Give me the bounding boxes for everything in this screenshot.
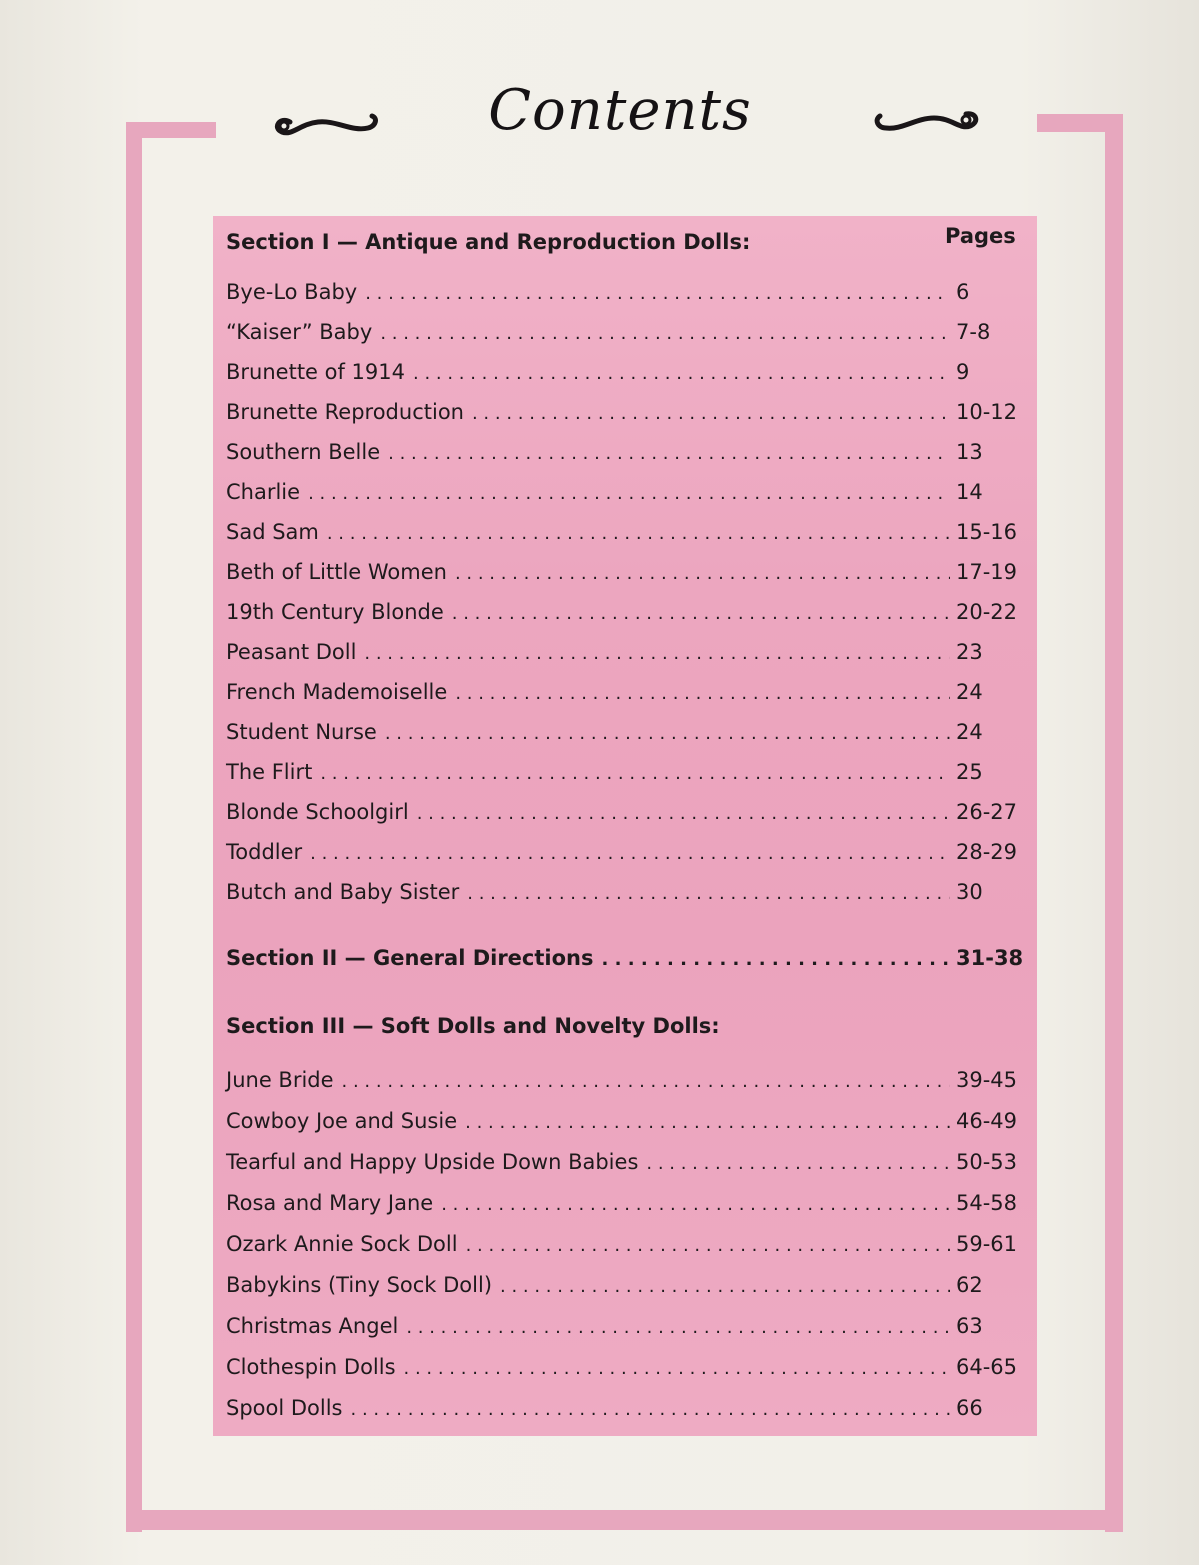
dot-leader bbox=[342, 1071, 950, 1092]
entry-title: Sad Sam bbox=[226, 520, 319, 544]
entry-pages: 24 bbox=[956, 720, 983, 744]
toc-entry[interactable] bbox=[226, 400, 1026, 428]
entry-title: Brunette of 1914 bbox=[226, 360, 406, 384]
entry-pages: 50-53 bbox=[956, 1150, 1018, 1174]
dot-leader bbox=[465, 1112, 950, 1133]
dot-leader bbox=[455, 563, 950, 584]
toc-entry[interactable] bbox=[226, 880, 1026, 908]
toc-entry[interactable] bbox=[226, 560, 1026, 588]
toc-entry[interactable] bbox=[226, 1314, 1026, 1342]
entry-title: The Flirt bbox=[226, 760, 313, 784]
entry-pages: 30 bbox=[956, 880, 983, 904]
section-1-heading: Section I — Antique and Reproduction Dolls: bbox=[226, 230, 751, 254]
pages-column-header: Pages bbox=[945, 224, 1016, 248]
toc-entry[interactable] bbox=[226, 1150, 1026, 1178]
entry-pages: 66 bbox=[956, 1396, 983, 1420]
entry-pages: 20-22 bbox=[956, 600, 1018, 624]
entry-title: Ozark Annie Sock Doll bbox=[226, 1232, 458, 1256]
dot-leader bbox=[365, 283, 950, 304]
toc-entry[interactable] bbox=[226, 480, 1026, 508]
toc-entry[interactable] bbox=[226, 1396, 1026, 1424]
toc-entry[interactable] bbox=[226, 640, 1026, 668]
entry-title: Southern Belle bbox=[226, 440, 381, 464]
entry-title: Christmas Angel bbox=[226, 1314, 399, 1338]
entry-title: Bye-Lo Baby bbox=[226, 280, 358, 304]
entry-pages: 25 bbox=[956, 760, 983, 784]
entry-title: Charlie bbox=[226, 480, 301, 504]
toc-entry[interactable] bbox=[226, 520, 1026, 548]
section-2-pages: 31-38 bbox=[956, 946, 1024, 970]
contents-box bbox=[213, 216, 1037, 1436]
entry-title: Butch and Baby Sister bbox=[226, 880, 460, 904]
dot-leader bbox=[467, 883, 950, 904]
dot-leader bbox=[602, 949, 951, 970]
toc-entry[interactable] bbox=[226, 1355, 1026, 1383]
entry-title: Babykins (Tiny Sock Doll) bbox=[226, 1273, 493, 1297]
entry-pages: 28-29 bbox=[956, 840, 1018, 864]
entry-title: Student Nurse bbox=[226, 720, 377, 744]
dot-leader bbox=[646, 1153, 950, 1174]
entry-pages: 59-61 bbox=[956, 1232, 1018, 1256]
section-2-heading: Section II — General Directions bbox=[226, 946, 594, 970]
entry-title: Brunette Reproduction bbox=[226, 400, 464, 424]
dot-leader bbox=[406, 1317, 950, 1338]
dot-leader bbox=[472, 403, 950, 424]
entry-title: French Mademoiselle bbox=[226, 680, 448, 704]
dot-leader bbox=[413, 363, 950, 384]
entry-pages: 23 bbox=[956, 640, 983, 664]
dot-leader bbox=[388, 443, 950, 464]
toc-entry[interactable] bbox=[226, 320, 1026, 348]
toc-entry[interactable] bbox=[226, 680, 1026, 708]
entry-pages: 13 bbox=[956, 440, 983, 464]
entry-pages: 46-49 bbox=[956, 1109, 1018, 1133]
entry-title: Spool Dolls bbox=[226, 1396, 343, 1420]
dot-leader bbox=[310, 843, 950, 864]
entry-pages: 24 bbox=[956, 680, 983, 704]
toc-entry[interactable] bbox=[226, 280, 1026, 308]
entry-title: Tearful and Happy Upside Down Babies bbox=[226, 1150, 639, 1174]
entry-title: “Kaiser” Baby bbox=[226, 320, 373, 344]
left-swirl-ornament bbox=[270, 100, 380, 140]
dot-leader bbox=[385, 723, 950, 744]
toc-entry[interactable] bbox=[226, 760, 1026, 788]
entry-title: Beth of Little Women bbox=[226, 560, 447, 584]
frame-left bbox=[126, 122, 142, 1532]
toc-entry[interactable] bbox=[226, 1068, 1026, 1096]
entry-title: June Bride bbox=[226, 1068, 334, 1092]
dot-leader bbox=[500, 1276, 950, 1297]
dot-leader bbox=[327, 523, 950, 544]
entry-pages: 17-19 bbox=[956, 560, 1018, 584]
dot-leader bbox=[452, 603, 950, 624]
entry-pages: 6 bbox=[956, 280, 970, 304]
toc-entry[interactable] bbox=[226, 600, 1026, 628]
entry-title: Rosa and Mary Jane bbox=[226, 1191, 434, 1215]
dot-leader bbox=[320, 763, 950, 784]
dot-leader bbox=[417, 803, 950, 824]
section-3-heading: Section III — Soft Dolls and Novelty Dolls: bbox=[226, 1014, 720, 1038]
toc-entry[interactable] bbox=[226, 1273, 1026, 1301]
entry-pages: 63 bbox=[956, 1314, 983, 1338]
toc-entry[interactable] bbox=[226, 1109, 1026, 1137]
entry-title: Toddler bbox=[226, 840, 303, 864]
frame-bottom bbox=[126, 1510, 1123, 1530]
entry-pages: 14 bbox=[956, 480, 983, 504]
dot-leader bbox=[404, 1358, 950, 1379]
toc-entry[interactable] bbox=[226, 1232, 1026, 1260]
toc-entry[interactable] bbox=[226, 800, 1026, 828]
entry-title: Peasant Doll bbox=[226, 640, 357, 664]
dot-leader bbox=[308, 483, 950, 504]
dot-leader bbox=[455, 683, 950, 704]
dot-leader bbox=[441, 1194, 950, 1215]
entry-pages: 64-65 bbox=[956, 1355, 1018, 1379]
entry-pages: 10-12 bbox=[956, 400, 1018, 424]
entry-pages: 26-27 bbox=[956, 800, 1018, 824]
toc-entry[interactable] bbox=[226, 840, 1026, 868]
dot-leader bbox=[380, 323, 950, 344]
entry-pages: 54-58 bbox=[956, 1191, 1018, 1215]
entry-title: 19th Century Blonde bbox=[226, 600, 444, 624]
entry-pages: 39-45 bbox=[956, 1068, 1018, 1092]
dot-leader bbox=[466, 1235, 950, 1256]
entry-pages: 15-16 bbox=[956, 520, 1018, 544]
toc-entry[interactable] bbox=[226, 1191, 1026, 1219]
entry-pages: 62 bbox=[956, 1273, 983, 1297]
entry-pages: 9 bbox=[956, 360, 970, 384]
toc-entry[interactable] bbox=[226, 360, 1026, 388]
entry-pages: 7-8 bbox=[956, 320, 991, 344]
entry-title: Clothespin Dolls bbox=[226, 1355, 396, 1379]
entry-title: Cowboy Joe and Susie bbox=[226, 1109, 458, 1133]
section-2-entry[interactable] bbox=[226, 946, 1026, 974]
page-title: Contents bbox=[488, 78, 752, 143]
dot-leader bbox=[351, 1399, 951, 1420]
dot-leader bbox=[364, 643, 950, 664]
toc-entry[interactable] bbox=[226, 440, 1026, 468]
entry-title: Blonde Schoolgirl bbox=[226, 800, 409, 824]
right-swirl-ornament bbox=[872, 100, 982, 140]
toc-entry[interactable] bbox=[226, 720, 1026, 748]
frame-right bbox=[1105, 114, 1123, 1532]
